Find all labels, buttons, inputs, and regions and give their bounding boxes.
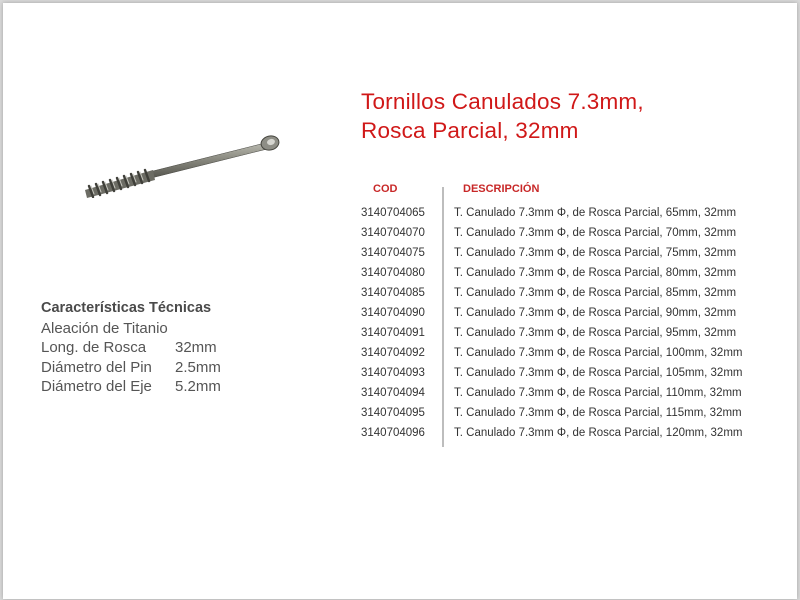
row-description: T. Canulado 7.3mm Φ, de Rosca Parcial, 90mm, 32mm bbox=[454, 307, 737, 319]
spec-label: Diámetro del Eje bbox=[41, 378, 152, 395]
product-card bbox=[3, 3, 797, 599]
row-description: T. Canulado 7.3mm Φ, de Rosca Parcial, 100mm, 32mm bbox=[454, 347, 743, 359]
spec-value: 32mm bbox=[175, 339, 217, 356]
row-code: 3140704085 bbox=[361, 287, 425, 299]
title-line-1: Tornillos Canulados 7.3mm, bbox=[361, 89, 644, 114]
row-code: 3140704080 bbox=[361, 267, 425, 279]
spec-label: Diámetro del Pin bbox=[41, 358, 152, 376]
technical-specs bbox=[41, 299, 221, 397]
row-description: T. Canulado 7.3mm Φ, de Rosca Parcial, 75mm, 32mm bbox=[454, 247, 737, 259]
row-code: 3140704092 bbox=[361, 347, 425, 359]
row-code: 3140704090 bbox=[361, 307, 425, 319]
spec-value: 5.2mm bbox=[175, 378, 221, 395]
row-description: T. Canulado 7.3mm Φ, de Rosca Parcial, 85mm, 32mm bbox=[454, 287, 737, 299]
specs-material: Aleación de Titanio bbox=[41, 319, 168, 337]
product-title bbox=[361, 87, 644, 145]
cannulated-screw-image bbox=[79, 128, 284, 198]
spec-row bbox=[41, 377, 221, 397]
spec-row bbox=[41, 358, 221, 378]
row-code: 3140704091 bbox=[361, 327, 425, 339]
row-code: 3140704070 bbox=[361, 227, 425, 239]
header-description: DESCRIPCIÓN bbox=[463, 183, 540, 195]
row-description: T. Canulado 7.3mm Φ, de Rosca Parcial, 120mm, 32mm bbox=[454, 427, 743, 439]
title-line-2: Rosca Parcial, 32mm bbox=[361, 118, 579, 143]
row-description: T. Canulado 7.3mm Φ, de Rosca Parcial, 110mm, 32mm bbox=[454, 387, 742, 399]
row-code: 3140704095 bbox=[361, 407, 425, 419]
row-description: T. Canulado 7.3mm Φ, de Rosca Parcial, 105mm, 32mm bbox=[454, 367, 743, 379]
header-code: COD bbox=[373, 183, 398, 195]
row-description: T. Canulado 7.3mm Φ, de Rosca Parcial, 95mm, 32mm bbox=[454, 327, 737, 339]
column-divider bbox=[442, 187, 444, 447]
spec-row bbox=[41, 338, 221, 358]
row-code: 3140704096 bbox=[361, 427, 425, 439]
spec-value: 2.5mm bbox=[175, 358, 221, 376]
row-code: 3140704093 bbox=[361, 367, 425, 379]
row-description: T. Canulado 7.3mm Φ, de Rosca Parcial, 80mm, 32mm bbox=[454, 267, 737, 279]
row-code: 3140704094 bbox=[361, 387, 425, 399]
row-code: 3140704075 bbox=[361, 247, 425, 259]
row-description: T. Canulado 7.3mm Φ, de Rosca Parcial, 65mm, 32mm bbox=[454, 207, 737, 219]
row-description: T. Canulado 7.3mm Φ, de Rosca Parcial, 115mm, 32mm bbox=[454, 407, 742, 419]
specs-heading: Características Técnicas bbox=[41, 300, 212, 316]
row-code: 3140704065 bbox=[361, 207, 425, 219]
row-description: T. Canulado 7.3mm Φ, de Rosca Parcial, 70mm, 32mm bbox=[454, 227, 737, 239]
spec-label: Long. de Rosca bbox=[41, 339, 147, 356]
